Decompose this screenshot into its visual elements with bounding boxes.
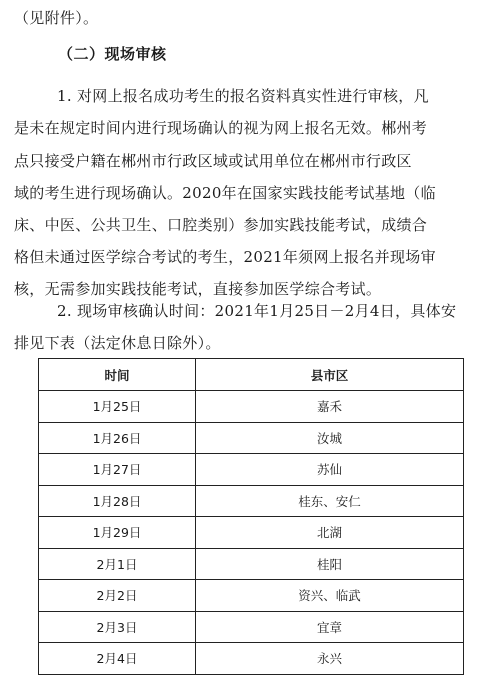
paragraph-1-line-3: 点只接受户籍在郴州市行政区域或试用单位在郴州市行政区 xyxy=(14,152,412,170)
county-cell: 北湖 xyxy=(196,517,464,549)
attachment-note: （见附件）。 xyxy=(14,9,99,27)
county-cell: 苏仙 xyxy=(196,454,464,486)
date-cell: 1月29日 xyxy=(39,517,196,549)
date-cell: 2月4日 xyxy=(39,643,196,675)
county-cell: 桂东、安仁 xyxy=(196,485,464,517)
county-cell: 嘉禾 xyxy=(196,391,464,423)
table-row xyxy=(39,580,464,612)
date-cell: 1月26日 xyxy=(39,422,196,454)
paragraph-1-line-1: 1. 对网上报名成功考生的报名资料真实性进行审核，凡 xyxy=(57,87,429,105)
schedule-table xyxy=(38,358,464,675)
date-cell: 2月1日 xyxy=(39,548,196,580)
table-row xyxy=(39,454,464,486)
paragraph-1-line-7: 核，无需参加实践技能考试，直接参加医学综合考试。 xyxy=(14,280,382,298)
paragraph-1-line-6: 格但未通过医学综合考试的考生，2021年须网上报名并现场审 xyxy=(14,248,436,266)
paragraph-1-line-5: 床、中医、公共卫生、口腔类别）参加实践技能考试，成绩合 xyxy=(14,216,428,234)
table-row xyxy=(39,611,464,643)
paragraph-1-line-2: 是未在规定时间内进行现场确认的视为网上报名无效。郴州考 xyxy=(14,119,428,137)
table-row xyxy=(39,643,464,675)
date-cell: 1月27日 xyxy=(39,454,196,486)
paragraph-2-line-1: 2. 现场审核确认时间：2021年1月25日－2月4日，具体安 xyxy=(57,302,457,320)
date-cell: 2月2日 xyxy=(39,580,196,612)
section-heading: （二）现场审核 xyxy=(58,45,167,63)
date-cell: 2月3日 xyxy=(39,611,196,643)
table-row xyxy=(39,485,464,517)
county-cell: 永兴 xyxy=(196,643,464,675)
table-row xyxy=(39,422,464,454)
paragraph-1-line-4: 域的考生进行现场确认。2020年在国家实践技能考试基地（临 xyxy=(14,184,436,202)
county-cell: 桂阳 xyxy=(196,548,464,580)
county-cell: 资兴、临武 xyxy=(196,580,464,612)
date-cell: 1月28日 xyxy=(39,485,196,517)
county-cell: 宜章 xyxy=(196,611,464,643)
column-header-time: 时间 xyxy=(39,359,196,391)
table-row xyxy=(39,517,464,549)
county-cell: 汝城 xyxy=(196,422,464,454)
table-row xyxy=(39,548,464,580)
column-header-county: 县市区 xyxy=(196,359,464,391)
date-cell: 1月25日 xyxy=(39,391,196,423)
paragraph-2-line-2: 排见下表（法定休息日除外）。 xyxy=(14,334,221,352)
table-header-row xyxy=(39,359,464,391)
table-row xyxy=(39,391,464,423)
